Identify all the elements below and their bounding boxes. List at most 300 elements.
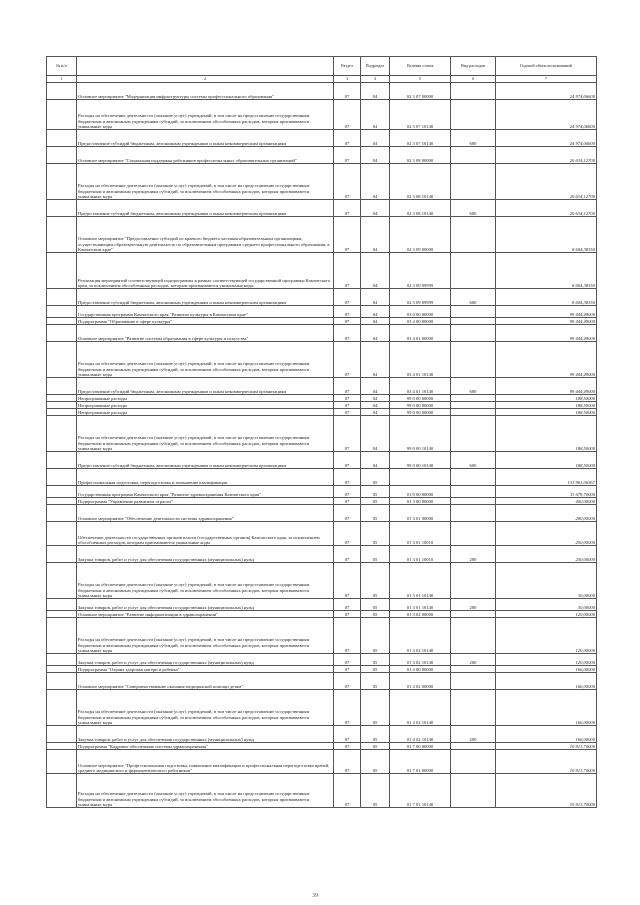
csr-cell: 01 3 00 00000	[390, 498, 451, 505]
csr-cell: 01 4 00 00000	[390, 666, 451, 673]
name-cell: Основное мероприятие "Развитие системы образования в сфере культуры и искусства"	[77, 325, 334, 342]
razdel-cell: 07	[334, 774, 361, 808]
podrazdel-cell: 05	[361, 522, 390, 546]
sum-cell: 11 679,70000	[496, 486, 597, 498]
table-row	[47, 289, 597, 306]
vr-cell: 600	[451, 289, 496, 306]
num-cell	[47, 409, 77, 416]
table-row	[47, 100, 597, 130]
num-cell	[47, 611, 77, 618]
num-cell	[47, 306, 77, 318]
index-cell: 1	[47, 76, 77, 83]
csr-cell	[390, 469, 451, 486]
sum-cell: 166,00000	[496, 673, 597, 690]
name-cell: Непрограммные расходы	[77, 409, 334, 416]
vr-cell: 600	[451, 378, 496, 395]
sum-cell: 188,50000	[496, 402, 597, 409]
podrazdel-cell: 04	[361, 130, 390, 147]
csr-cell: 01 3 01 10140	[390, 599, 451, 611]
num-cell	[47, 599, 77, 611]
sum-cell: 280,00000	[496, 505, 597, 522]
vr-cell	[451, 673, 496, 690]
vr-cell: 200	[451, 726, 496, 743]
header-num: № п/п	[47, 57, 77, 76]
vr-cell	[451, 522, 496, 546]
num-cell	[47, 666, 77, 673]
vr-cell	[451, 498, 496, 505]
num-cell	[47, 486, 77, 498]
table-row	[47, 618, 597, 654]
podrazdel-cell: 05	[361, 690, 390, 726]
vr-cell	[451, 83, 496, 100]
razdel-cell: 07	[334, 522, 361, 546]
name-cell: Расходы на обеспечение деятельности (оказание услуг) учреждений, в том числе на предоставление государственным бюджетным и автономным учреждениям субсидий, за исключением обособленных расходов, которым присваиваются уникальные коды	[77, 100, 334, 130]
razdel-cell: 07	[334, 306, 361, 318]
csr-cell: 01 3 01 10010	[390, 546, 451, 563]
num-cell	[47, 673, 77, 690]
sum-cell: 30,00000	[496, 563, 597, 599]
num-cell	[47, 505, 77, 522]
podrazdel-cell: 04	[361, 100, 390, 130]
razdel-cell: 07	[334, 409, 361, 416]
header-razdel: Раздел	[334, 57, 361, 76]
vr-cell	[451, 395, 496, 402]
sum-cell: 188,50000	[496, 416, 597, 452]
podrazdel-cell: 05	[361, 726, 390, 743]
sum-cell: 20 634,12700	[496, 147, 597, 164]
sum-cell: 120,00000	[496, 618, 597, 654]
sum-cell: 99 444,49000	[496, 318, 597, 325]
podrazdel-cell: 05	[361, 546, 390, 563]
name-cell: Реализация мероприятий соответствующей подпрограммы в рамках соответствующей государственной программы Камчатского края, за исключением обособленных расходов, которым присваиваются уникальные коды	[77, 253, 334, 289]
sum-cell: 10 913,70000	[496, 743, 597, 750]
sum-cell: 120,00000	[496, 654, 597, 666]
razdel-cell: 07	[334, 395, 361, 402]
sum-cell: 188,50000	[496, 409, 597, 416]
vr-cell: 200	[451, 599, 496, 611]
csr-cell: 02 3 08 10140	[390, 200, 451, 217]
razdel-cell: 07	[334, 750, 361, 774]
table-row	[47, 774, 597, 808]
table-row	[47, 217, 597, 253]
num-cell	[47, 750, 77, 774]
razdel-cell: 07	[334, 666, 361, 673]
sum-cell: 8 604,38350	[496, 253, 597, 289]
razdel-cell: 07	[334, 469, 361, 486]
num-cell	[47, 690, 77, 726]
podrazdel-cell: 04	[361, 289, 390, 306]
name-cell: Основное мероприятие "Предоставление субсидий из краевого бюджета частным образовательным организациям, осуществляющим образовательную деятельность по образовательным программам среднего профессионального образования, в Камчатском крае"	[77, 217, 334, 253]
csr-cell: 01 7 01 10140	[390, 774, 451, 808]
podrazdel-cell: 04	[361, 409, 390, 416]
name-cell: Расходы на обеспечение деятельности (оказание услуг) учреждений, в том числе на предоставление государственным бюджетным и автономным учреждениям субсидий, за исключением обособленных расходов, которым присваиваются уникальные коды	[77, 618, 334, 654]
name-cell: Расходы на обеспечение деятельности (оказание услуг) учреждений, в том числе на предоставление государственным бюджетным и автономным учреждениям субсидий, за исключением обособленных расходов, которым присваиваются уникальные коды	[77, 164, 334, 200]
podrazdel-cell: 05	[361, 774, 390, 808]
vr-cell	[451, 750, 496, 774]
vr-cell: 200	[451, 546, 496, 563]
podrazdel-cell: 05	[361, 618, 390, 654]
table-row	[47, 130, 597, 147]
sum-cell: 24 974,06600	[496, 83, 597, 100]
vr-cell	[451, 618, 496, 654]
name-cell: Непрограммные расходы	[77, 395, 334, 402]
num-cell	[47, 164, 77, 200]
vr-cell	[451, 563, 496, 599]
razdel-cell: 07	[334, 618, 361, 654]
podrazdel-cell: 05	[361, 666, 390, 673]
name-cell: Расходы на обеспечение деятельности (оказание услуг) учреждений, в том числе на предоставление государственным бюджетным и автономным учреждениям субсидий, за исключением обособленных расходов, которым присваиваются уникальные коды	[77, 774, 334, 808]
num-cell	[47, 618, 77, 654]
table-row	[47, 378, 597, 395]
index-cell: 7	[496, 76, 597, 83]
num-cell	[47, 217, 77, 253]
vr-cell	[451, 690, 496, 726]
csr-cell: 03 4 01 10140	[390, 378, 451, 395]
num-cell	[47, 100, 77, 130]
name-cell: Подпрограмма "Образование в сфере культуры"	[77, 318, 334, 325]
column-index-row	[47, 76, 597, 83]
table-row	[47, 611, 597, 618]
index-cell: 6	[451, 76, 496, 83]
vr-cell: 600	[451, 200, 496, 217]
num-cell	[47, 522, 77, 546]
razdel-cell: 07	[334, 318, 361, 325]
csr-cell: 03 4 01 00000	[390, 325, 451, 342]
sum-cell: 20 634,12700	[496, 200, 597, 217]
csr-cell: 02 3 07 00000	[390, 83, 451, 100]
vr-cell	[451, 253, 496, 289]
podrazdel-cell: 04	[361, 200, 390, 217]
name-cell: Предоставление субсидий бюджетным, автономным учреждениям и иным некоммерческим организациям	[77, 130, 334, 147]
sum-cell: 99 444,49000	[496, 325, 597, 342]
name-cell: Закупка товаров, работ и услуг для обеспечения государственных (муниципальных) нужд	[77, 546, 334, 563]
podrazdel-cell: 04	[361, 325, 390, 342]
num-cell	[47, 83, 77, 100]
podrazdel-cell: 05	[361, 750, 390, 774]
razdel-cell: 07	[334, 690, 361, 726]
vr-cell	[451, 774, 496, 808]
num-cell	[47, 469, 77, 486]
num-cell	[47, 130, 77, 147]
csr-cell: 01 7 00 00000	[390, 743, 451, 750]
razdel-cell: 07	[334, 743, 361, 750]
name-cell: Основное мероприятие "Совершенствование оказания медицинской помощи детям"	[77, 673, 334, 690]
vr-cell	[451, 325, 496, 342]
vr-cell	[451, 416, 496, 452]
table-row	[47, 402, 597, 409]
csr-cell: 02 3 09 09999	[390, 289, 451, 306]
vr-cell	[451, 469, 496, 486]
name-cell: Обеспечение деятельности государственных органов власти (государственных органов) Камчатского края, за исключением обособленных расходов, которым присваиваются уникальные коды	[77, 522, 334, 546]
vr-cell	[451, 611, 496, 618]
sum-cell: 99 444,49000	[496, 378, 597, 395]
table-row	[47, 164, 597, 200]
vr-cell	[451, 409, 496, 416]
razdel-cell: 07	[334, 726, 361, 743]
name-cell: Государственная программа Камчатского края "Развитие здравоохранения Камчатского края"	[77, 486, 334, 498]
csr-cell: 01 3 02 10140	[390, 654, 451, 666]
csr-cell: 02 3 07 10140	[390, 130, 451, 147]
table-row	[47, 599, 597, 611]
podrazdel-cell: 05	[361, 505, 390, 522]
num-cell	[47, 546, 77, 563]
razdel-cell: 07	[334, 342, 361, 378]
num-cell	[47, 416, 77, 452]
sum-cell: 10 913,70000	[496, 774, 597, 808]
sum-cell: 99 444,49000	[496, 306, 597, 318]
podrazdel-cell: 05	[361, 563, 390, 599]
razdel-cell: 07	[334, 402, 361, 409]
table-row	[47, 498, 597, 505]
table-row	[47, 546, 597, 563]
num-cell	[47, 253, 77, 289]
sum-cell: 250,00000	[496, 546, 597, 563]
num-cell	[47, 452, 77, 469]
name-cell: Подпрограмма "Охрана здоровья матери и ребенка"	[77, 666, 334, 673]
csr-cell: 99 0 00 00000	[390, 402, 451, 409]
sum-cell: 24 974,06600	[496, 100, 597, 130]
vr-cell: 600	[451, 130, 496, 147]
razdel-cell: 07	[334, 147, 361, 164]
vr-cell	[451, 100, 496, 130]
csr-cell: 01 3 01 10140	[390, 563, 451, 599]
vr-cell	[451, 164, 496, 200]
vr-cell	[451, 402, 496, 409]
sum-cell: 30,00000	[496, 599, 597, 611]
razdel-cell: 07	[334, 416, 361, 452]
table-row	[47, 325, 597, 342]
podrazdel-cell: 04	[361, 452, 390, 469]
table-body	[47, 83, 597, 808]
razdel-cell: 07	[334, 164, 361, 200]
table-row	[47, 416, 597, 452]
header-vr: Вид расходов	[451, 57, 496, 76]
csr-cell: 03 4 00 00000	[390, 318, 451, 325]
index-cell: 5	[390, 76, 451, 83]
vr-cell	[451, 342, 496, 378]
csr-cell: 01 4 02 00000	[390, 673, 451, 690]
table-row	[47, 486, 597, 498]
header-podrazdel: Подраздел	[361, 57, 390, 76]
budget-table	[46, 56, 597, 808]
csr-cell: 03 4 01 10140	[390, 342, 451, 378]
csr-cell: 99 0 00 00000	[390, 395, 451, 402]
num-cell	[47, 654, 77, 666]
podrazdel-cell: 04	[361, 378, 390, 395]
podrazdel-cell: 05	[361, 486, 390, 498]
name-cell: Основное мероприятие "Развитие информатизации в здравоохранении"	[77, 611, 334, 618]
razdel-cell: 07	[334, 505, 361, 522]
name-cell: Профессиональная подготовка, переподготовка и повышение квалификации	[77, 469, 334, 486]
num-cell	[47, 325, 77, 342]
podrazdel-cell: 05	[361, 469, 390, 486]
razdel-cell: 07	[334, 546, 361, 563]
name-cell: Основное мероприятие "Модернизация инфраструктуры системы профессионального образования"	[77, 83, 334, 100]
table-row	[47, 666, 597, 673]
razdel-cell: 07	[334, 83, 361, 100]
name-cell: Расходы на обеспечение деятельности (оказание услуг) учреждений, в том числе на предоставление государственным бюджетным и автономным учреждениям субсидий, за исключением обособленных расходов, которым присваиваются уникальные коды	[77, 563, 334, 599]
vr-cell	[451, 743, 496, 750]
page-number: 39	[312, 893, 318, 899]
razdel-cell: 07	[334, 611, 361, 618]
razdel-cell: 07	[334, 599, 361, 611]
table-row	[47, 306, 597, 318]
num-cell	[47, 563, 77, 599]
podrazdel-cell: 04	[361, 318, 390, 325]
vr-cell: 200	[451, 654, 496, 666]
name-cell: Подпрограмма "Кадровое обеспечение системы здравоохранения"	[77, 743, 334, 750]
num-cell	[47, 743, 77, 750]
table-row	[47, 200, 597, 217]
name-cell: Закупка товаров, работ и услуг для обеспечения государственных (муниципальных) нужд	[77, 654, 334, 666]
table-row	[47, 395, 597, 402]
table-header-row	[47, 57, 597, 76]
razdel-cell: 07	[334, 217, 361, 253]
name-cell: Закупка товаров, работ и услуг для обеспечения государственных (муниципальных) нужд	[77, 599, 334, 611]
name-cell: Предоставление субсидий бюджетным, автономным учреждениям и иным некоммерческим организациям	[77, 452, 334, 469]
num-cell	[47, 402, 77, 409]
table-row	[47, 522, 597, 546]
name-cell: Государственная программа Камчатского края "Развитие культуры в Камчатском крае"	[77, 306, 334, 318]
csr-cell: 01 3 01 10010	[390, 522, 451, 546]
name-cell: Основное мероприятие "Обеспечение деятельности системы здравоохранения"	[77, 505, 334, 522]
table-row	[47, 253, 597, 289]
table-row	[47, 726, 597, 743]
sum-cell: 166,00000	[496, 726, 597, 743]
name-cell: Непрограммные расходы	[77, 402, 334, 409]
table-row	[47, 750, 597, 774]
csr-cell: 99 0 00 10140	[390, 452, 451, 469]
num-cell	[47, 378, 77, 395]
sum-cell: 120,00000	[496, 611, 597, 618]
table-row	[47, 654, 597, 666]
podrazdel-cell: 05	[361, 743, 390, 750]
num-cell	[47, 498, 77, 505]
name-cell: Основное мероприятие "Социальная поддержка работников профессиональных образовательных организаций"	[77, 147, 334, 164]
name-cell: Предоставление субсидий бюджетным, автономным учреждениям и иным некоммерческим организациям	[77, 289, 334, 306]
vr-cell: 600	[451, 452, 496, 469]
name-cell: Расходы на обеспечение деятельности (оказание услуг) учреждений, в том числе на предоставление государственным бюджетным и автономным учреждениям субсидий, за исключением обособленных расходов, которым присваиваются уникальные коды	[77, 416, 334, 452]
podrazdel-cell: 04	[361, 395, 390, 402]
sum-cell: 166,00000	[496, 666, 597, 673]
podrazdel-cell: 05	[361, 673, 390, 690]
sum-cell: 166,00000	[496, 690, 597, 726]
name-cell: Подпрограмма "Управление развитием отрасли"	[77, 498, 334, 505]
razdel-cell: 07	[334, 100, 361, 130]
sum-cell: 99 444,49000	[496, 342, 597, 378]
razdel-cell: 07	[334, 498, 361, 505]
csr-cell: 99 0 00 10140	[390, 416, 451, 452]
csr-cell: 01 4 02 10140	[390, 690, 451, 726]
podrazdel-cell: 05	[361, 611, 390, 618]
podrazdel-cell: 04	[361, 217, 390, 253]
csr-cell: 01 3 02 10140	[390, 618, 451, 654]
podrazdel-cell: 04	[361, 83, 390, 100]
num-cell	[47, 318, 77, 325]
name-cell: Предоставление субсидий бюджетным, автономным учреждениям и иным некоммерческим организациям	[77, 200, 334, 217]
csr-cell: 02 3 09 09999	[390, 253, 451, 289]
csr-cell: 02 3 08 10140	[390, 164, 451, 200]
vr-cell	[451, 505, 496, 522]
header-csr: Целевая статья	[390, 57, 451, 76]
razdel-cell: 07	[334, 325, 361, 342]
vr-cell	[451, 486, 496, 498]
name-cell: Расходы на обеспечение деятельности (оказание услуг) учреждений, в том числе на предоставление государственным бюджетным и автономным учреждениям субсидий, за исключением обособленных расходов, которым присваиваются уникальные коды	[77, 690, 334, 726]
csr-cell: 03 0 00 00000	[390, 306, 451, 318]
sum-cell: 400,00000	[496, 498, 597, 505]
csr-cell: 01 4 02 10140	[390, 726, 451, 743]
razdel-cell: 07	[334, 673, 361, 690]
podrazdel-cell: 04	[361, 147, 390, 164]
sum-cell: 8 604,38350	[496, 217, 597, 253]
table-row	[47, 318, 597, 325]
table-row	[47, 743, 597, 750]
podrazdel-cell: 05	[361, 654, 390, 666]
num-cell	[47, 774, 77, 808]
index-cell: 4	[361, 76, 390, 83]
razdel-cell: 07	[334, 452, 361, 469]
index-cell: 3	[334, 76, 361, 83]
vr-cell	[451, 318, 496, 325]
table-row	[47, 147, 597, 164]
podrazdel-cell: 04	[361, 306, 390, 318]
name-cell: Предоставление субсидий бюджетным, автономным учреждениям и иным некоммерческим организациям	[77, 378, 334, 395]
num-cell	[47, 200, 77, 217]
name-cell: Основное мероприятие "Профессиональная подготовка, повышение квалификации и профессиональная переподготовка врачей, среднего медицинского и фармацевтического работников"	[77, 750, 334, 774]
sum-cell: 10 913,70000	[496, 750, 597, 774]
csr-cell: 01 3 02 00000	[390, 611, 451, 618]
csr-cell: 01 0 00 00000	[390, 486, 451, 498]
podrazdel-cell: 04	[361, 342, 390, 378]
vr-cell	[451, 217, 496, 253]
razdel-cell: 07	[334, 200, 361, 217]
razdel-cell: 07	[334, 486, 361, 498]
razdel-cell: 07	[334, 378, 361, 395]
index-cell: 2	[77, 76, 334, 83]
vr-cell	[451, 147, 496, 164]
table-row	[47, 83, 597, 100]
podrazdel-cell: 05	[361, 599, 390, 611]
razdel-cell: 07	[334, 253, 361, 289]
sum-cell: 8 604,38350	[496, 289, 597, 306]
name-cell: Закупка товаров, работ и услуг для обеспечения государственных (муниципальных) нужд	[77, 726, 334, 743]
num-cell	[47, 726, 77, 743]
table-row	[47, 452, 597, 469]
sum-cell: 24 974,06600	[496, 130, 597, 147]
csr-cell: 02 3 09 00000	[390, 217, 451, 253]
razdel-cell: 07	[334, 289, 361, 306]
num-cell	[47, 395, 77, 402]
num-cell	[47, 289, 77, 306]
csr-cell: 99 0 00 00000	[390, 409, 451, 416]
vr-cell	[451, 306, 496, 318]
podrazdel-cell: 04	[361, 164, 390, 200]
table-row	[47, 409, 597, 416]
table-row	[47, 505, 597, 522]
table-row	[47, 673, 597, 690]
podrazdel-cell: 04	[361, 416, 390, 452]
sum-cell: 250,00000	[496, 522, 597, 546]
podrazdel-cell: 05	[361, 498, 390, 505]
sum-cell: 131 963,06367	[496, 469, 597, 486]
podrazdel-cell: 04	[361, 253, 390, 289]
razdel-cell: 07	[334, 654, 361, 666]
csr-cell: 01 3 01 00000	[390, 505, 451, 522]
csr-cell: 02 3 07 10140	[390, 100, 451, 130]
podrazdel-cell: 04	[361, 402, 390, 409]
table-row	[47, 469, 597, 486]
sum-cell: 20 634,12700	[496, 164, 597, 200]
